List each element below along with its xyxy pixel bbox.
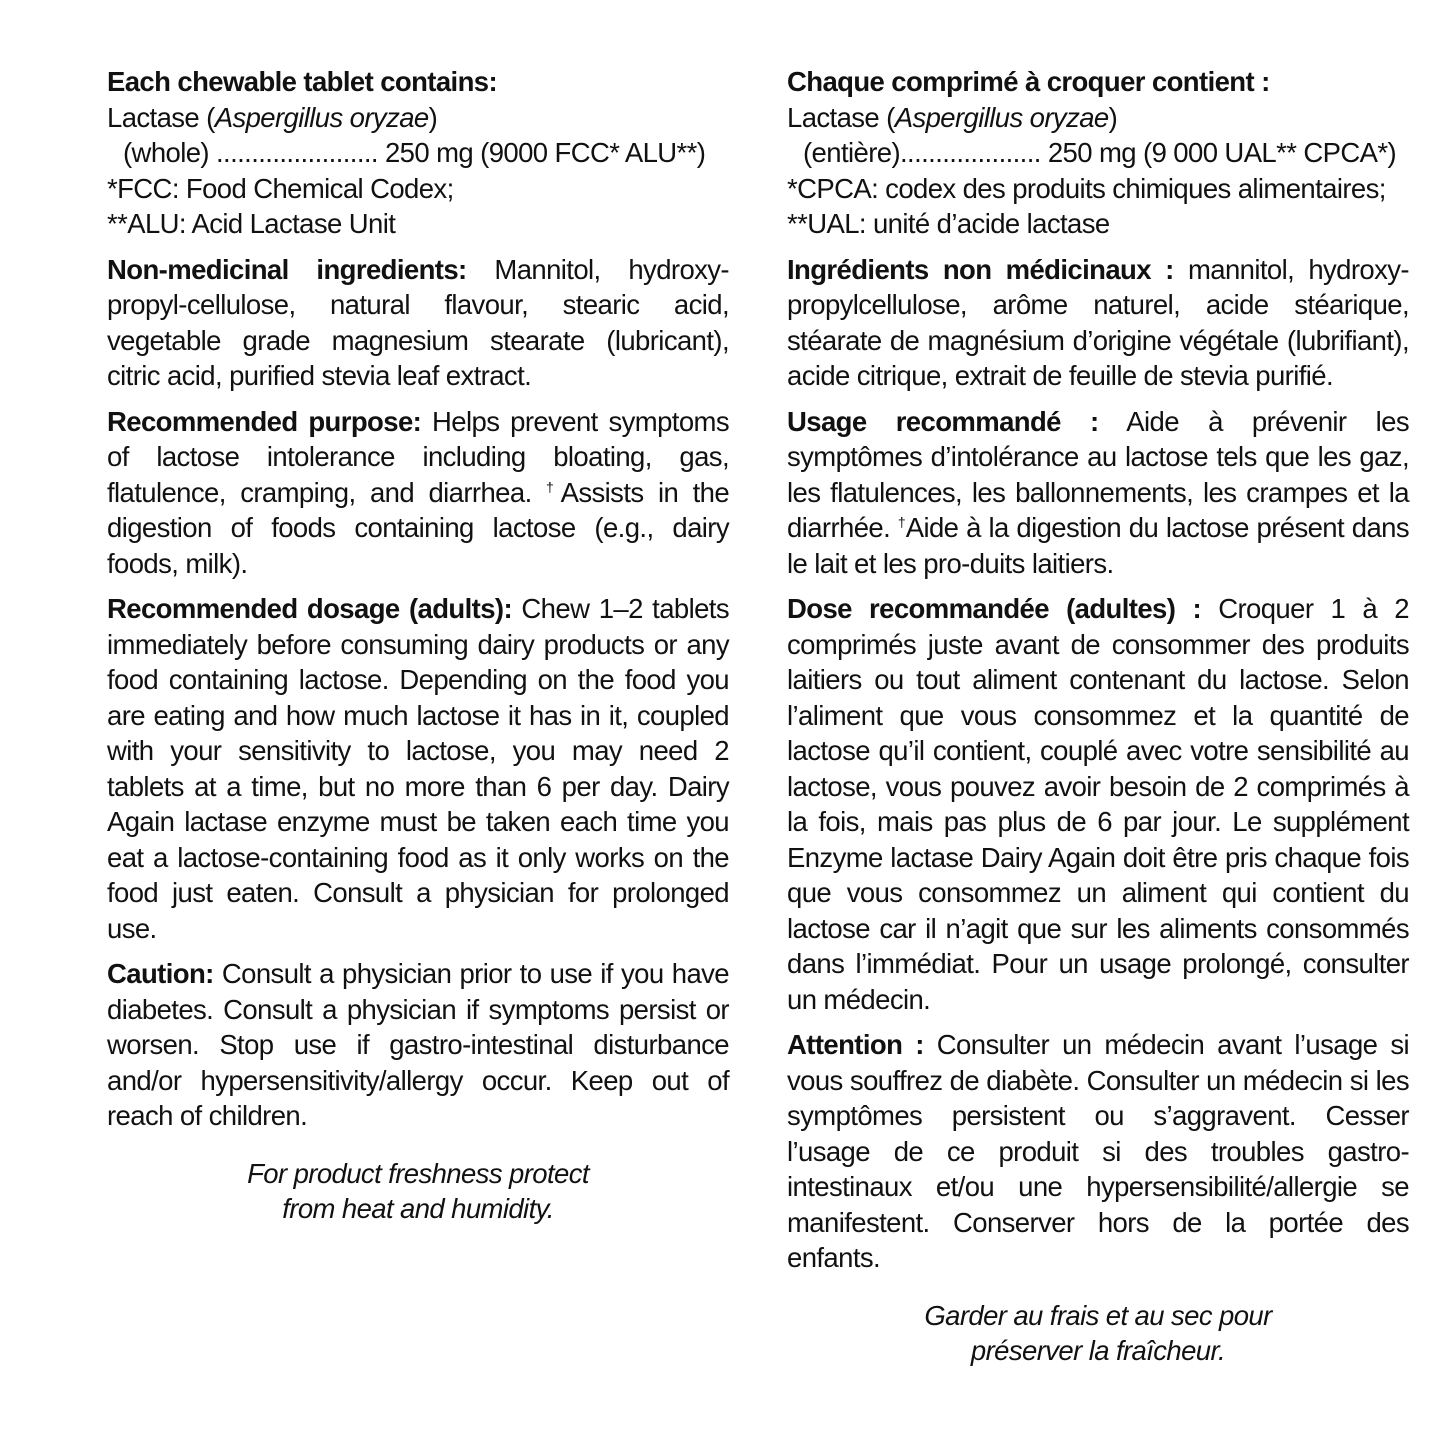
species-name: Aspergillus oryzae [214, 101, 429, 133]
caution-text-fr: Consulter un médecin avant l’usage si vous souffrez de diabète. Consulter un médecin si les symptômes persistent ou s’aggravent. Cesser l’usage de ce produit si des troubles gastro-intestinaux et/ou une hypersensibilité/allergie se manifestent. Conserver hors de la portée des enfants. [787, 1029, 1409, 1273]
dosage-text: Chew 1–2 tablets immediately before consuming dairy products or any food containing lactose. Depending on the food you are eating and how much lactose it has in it, coupled with your sensitivity to lactose, you may need 2 tablets at a time, but no more than 6 per day. Dairy Again lactase enzyme must be taken each time you eat a lactose-containing food as it only works on the food just eaten. Consult a physician for prolonged use. [107, 593, 729, 944]
caution-section-fr [787, 1027, 1409, 1276]
storage-note-fr: Garder au frais et au sec pour préserver la fraîcheur. [924, 1299, 1272, 1366]
non-medicinal-text: Mannitol, hydroxy-propyl-cellulose, natural flavour, stearic acid, vegetable grade magnesium stearate (lubricant), citric acid, purified stevia leaf extract. [107, 253, 729, 391]
footnote-cpca: *CPCA: codex des produits chimiques alimentaires; [787, 172, 1386, 204]
dose-line-fr: (entière).................... 250 mg (9 000 UAL** CPCA*) [803, 137, 1397, 168]
caution-heading-fr: Attention : [787, 1029, 924, 1060]
non-medicinal-section [107, 252, 729, 394]
purpose-section [107, 404, 729, 582]
dosage-section-fr [787, 591, 1409, 1017]
contains-heading: Each chewable tablet contains: [107, 66, 498, 97]
footnote-fcc: *FCC: Food Chemical Codex; [107, 172, 454, 204]
footnote-ual: **UAL: unité d’acide lactase [787, 208, 1110, 239]
purpose-text-fr: Aide à prévenir les symptômes d’intolérance au lactose tels que les gaz, les flatulences, les ballonnements, les crampes et la diarrhée. [787, 405, 1409, 543]
dagger-mark: † [546, 478, 561, 495]
english-label-column [107, 64, 729, 1227]
dosage-heading: Recommended dosage (adults): [107, 593, 513, 624]
purpose-heading: Recommended purpose: [107, 405, 422, 437]
caution-text: Consult a physician prior to use if you have diabetes. Consult a physician if symptoms persist or worsen. Stop use if gastro-intestinal disturbance and/or hypersensitivity/allergy occur. Keep out of reach of children. [107, 958, 729, 1131]
non-medicinal-text-fr: mannitol, hydroxy-propylcellulose, arôme naturel, acide stéarique, stéarate de magnésium d’origine végétale (lubrifiant), acide citrique, extrait de feuille de stevia purifié. [787, 253, 1409, 391]
contains-section-fr [787, 64, 1409, 242]
purpose-section-fr [787, 404, 1409, 582]
dosage-text-fr: Croquer 1 à 2 comprimés juste avant de consommer des produits laitiers ou tout aliment contenant du lactose. Selon l’aliment que vous consommez et la quantité de lactose qu’il contient, couplé avec votre sensibilité au lactose, vous pouvez avoir besoin de 2 comprimés à la fois, mais pas plus de 6 par jour. Le supplément Enzyme lactase Dairy Again doit être pris chaque fois que vous consommez un aliment qui contient du lactose car il n’agit que sur les aliments consommés dans l’immédiat. Pour un usage prolongé, consulter un médecin. [787, 593, 1410, 1015]
purpose-heading-fr: Usage recommandé : [787, 405, 1099, 437]
contains-section [107, 64, 729, 242]
purpose-text: Helps prevent symptoms of lactose intolerance including bloating, gas, flatulence, cramping, and diarrhea. [107, 405, 729, 508]
dosage-section [107, 591, 729, 946]
dosage-heading-fr: Dose recommandée (adultes) : [787, 593, 1202, 624]
ingredient-line-fr: Lactase (Aspergillus oryzae) [787, 101, 1118, 133]
caution-section [107, 956, 729, 1134]
non-medicinal-heading-fr: Ingrédients non médicinaux : [787, 253, 1174, 285]
ingredient-line: Lactase (Aspergillus oryzae) [107, 101, 438, 133]
dose-line: (whole) ....................... 250 mg (9000 FCC* ALU**) [123, 137, 706, 168]
purpose-text-continued: Assists in the digestion of foods containing lactose (e.g., dairy foods, milk). [107, 476, 730, 579]
footnote-alu: **ALU: Acid Lactase Unit [107, 208, 396, 239]
dagger-mark-fr: † [897, 513, 906, 530]
storage-note: For product freshness protect from heat and humidity. [247, 1157, 589, 1224]
species-name-fr: Aspergillus oryzae [894, 101, 1109, 133]
non-medicinal-heading: Non-medicinal ingredients: [107, 253, 467, 285]
french-label-column [787, 64, 1409, 1369]
non-medicinal-section-fr [787, 252, 1409, 394]
contains-heading-fr: Chaque comprimé à croquer contient : [787, 66, 1270, 97]
purpose-text-continued-fr: Aide à la digestion du lactose présent dans le lait et les pro-duits laitiers. [787, 512, 1409, 579]
caution-heading: Caution: [107, 958, 214, 989]
